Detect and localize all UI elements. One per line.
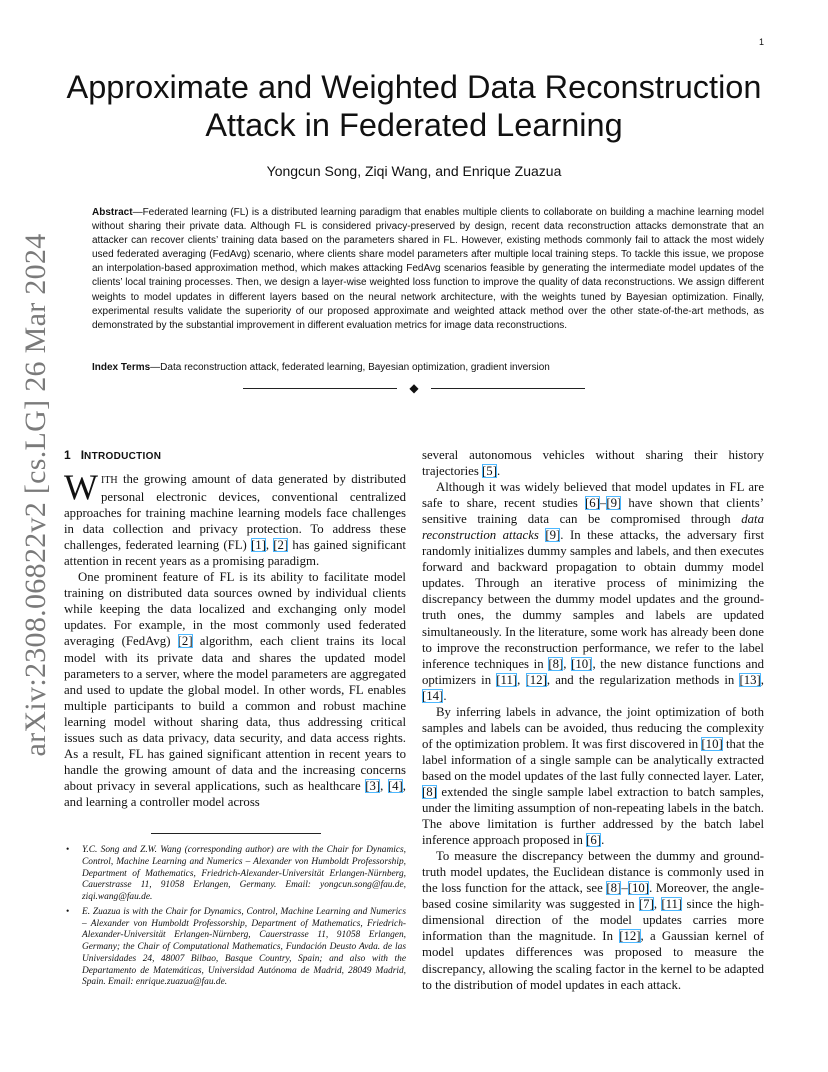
paragraph-continued (422, 447, 764, 479)
right-column (422, 447, 764, 993)
citation-link[interactable]: [9] (545, 528, 561, 543)
title-line-1: Approximate and Weighted Data Reconstruction (66, 69, 762, 105)
paragraph-discrepancy (422, 848, 764, 992)
citation-link[interactable]: [8] (606, 881, 622, 896)
text-run: , the new distance functions and optimizers in (422, 656, 764, 687)
text-run: the growing amount of data generated by distributed personal electronic devices, conventional centralized approaches for training machine learning models face challenges in data collection and privacy protection. To address these challenges, federated learning (FL) (64, 472, 406, 553)
text-run: . In these attacks, the adversary first randomly initializes dummy samples and labels, and then executes forward and backward propagation to obtain dummy model updates. Through an iterative process of minimizing the discrepancy between the dummy model updates and the ground-truth ones, the dummy samples and labels are updated simultaneously. In the literature, some work has already been done to improve the reconstruction performance, we refer to the label inference techniques in (422, 528, 764, 671)
intro-paragraph-2 (64, 569, 406, 810)
text-run: , (380, 778, 388, 793)
text-run: algorithm, each client trains its local model with its private data and shares the updated model parameters to a server, where the model parameters are aggregated and used to update the global model. In other words, FL enables multiple participants to build a common and robust machine learning model without sharing data, thus addressing critical issues such as data privacy, data security, and data access rights. As a result, FL has gained significant attention in recent years to handle the growing amount of data and the increasing concerns about privacy in several applications, such as healthcare (64, 634, 407, 793)
citation-link[interactable]: [14] (422, 688, 444, 703)
text-run: . (601, 833, 605, 848)
text-run: that the label information of a single sample can be analytically extracted based on the model updates of the last fully connected layer. Later, (422, 736, 764, 783)
citation-link[interactable]: [13] (739, 672, 761, 687)
text-run: – (621, 881, 628, 896)
text-run: To measure the discrepancy between the dummy and ground-truth model updates, the Euclidean distance is commonly used in the loss function for the attack, see (422, 849, 764, 896)
citation-link[interactable]: [4] (387, 778, 403, 793)
page-number: 1 (758, 37, 764, 47)
authors: Yongcun Song, Ziqi Wang, and Enrique Zuazua (266, 163, 562, 179)
diamond-icon: ◆ (409, 381, 419, 395)
section-heading (64, 447, 406, 465)
emphasis: data reconstruction attacks (422, 512, 764, 543)
paragraph-labels (422, 704, 764, 848)
text-run: , (563, 656, 572, 671)
text-run: since the high-dimensional direction of the model updates carries more information than the magnitude. In (422, 897, 764, 944)
footnote-rule (151, 833, 321, 834)
citation-link[interactable]: [2] (177, 634, 193, 649)
text-run: , (653, 897, 662, 912)
text-run: have shown that clients’ sensitive training data can be compromised through (422, 496, 764, 527)
citation-link[interactable]: [5] (482, 464, 497, 479)
citation-link[interactable]: [11] (661, 897, 683, 912)
index-terms-text: —Data reconstruction attack, federated learning, Bayesian optimization, gradient inversion (150, 362, 550, 373)
citation-link[interactable]: [8] (548, 656, 564, 671)
citation-link[interactable]: [2] (273, 538, 289, 553)
text-run: . (443, 688, 447, 703)
index-terms-label: Index Terms (92, 362, 151, 373)
divider-line-left (243, 388, 397, 389)
citation-link[interactable]: [3] (365, 778, 381, 793)
dropcap: W (64, 467, 98, 507)
title-line-2: Attack in Federated Learning (205, 107, 623, 143)
citation-link[interactable]: [12] (619, 929, 641, 944)
text-run: By inferring labels in advance, the joint optimization of both samples and labels can be avoided, thus reducing the complexity of the optimization problem. It was first discovered in (422, 704, 764, 751)
text-run: , (517, 672, 526, 687)
footnotes (64, 845, 406, 992)
text-run: several autonomous vehicles without sharing their history trajectories (422, 448, 764, 479)
citation-link[interactable]: [12] (525, 672, 547, 687)
citation-link[interactable]: [1] (250, 538, 266, 553)
text-run: , and the regularization methods in (546, 672, 740, 687)
small-caps-word: ITH (100, 475, 118, 486)
citation-link[interactable]: [9] (606, 496, 622, 511)
citation-link[interactable]: [10] (627, 881, 650, 896)
citation-link[interactable]: [10] (571, 656, 593, 671)
section-title-rest: NTRODUCTION (84, 451, 162, 462)
divider-line-right (431, 388, 585, 389)
section-number: 1 (64, 448, 71, 462)
citation-link[interactable]: [6] (586, 833, 602, 848)
text-run: has gained significant attention in recent years as a promising paradigm. (64, 538, 406, 569)
abstract-label: Abstract (92, 207, 133, 218)
text-run: , and learning a controller model across (64, 778, 406, 809)
citation-link[interactable]: [10] (701, 736, 723, 751)
text-run: One prominent feature of FL is its ability to facilitate model training on distributed data sources owned by individual clients while keeping the data localized and exchanging only model updates. For example, in the most commonly used federated averaging (FedAvg) (64, 570, 406, 649)
text-run: Although it was widely believed that model updates in FL are safe to share, recent studies (422, 480, 764, 511)
text-run: , a Gaussian kernel of model updates differences was proposed to measure the discrepancy, allowing the scaling factor in the kernel to be adapted to the distribution of model updates in each attack. (422, 929, 764, 992)
text-run: – (599, 496, 607, 511)
abstract-text: —Federated learning (FL) is a distributed learning paradigm that enables multiple clients to collaborate on building a machine learning model without sharing their private data. Although FL is considered privacy-preserved by design, recent data reconstruction attacks demonstrate that an attacker can recover clients’ training data based on the parameters shared in FL. However, existing methods commonly fail to attack the most widely used federated averaging (FedAvg) scenario, where clients share model parameters after multiple local training steps. To tackle this issue, we propose an interpolation-based approximation method, which makes attacking FedAvg scenarios feasible by generating the intermediate model updates of the clients’ local training processes. Then, we design a layer-wise weighted loss function to improve the quality of data reconstructions. We assign different weights to model updates in different layers based on the neural network architecture, with the weights tuned by Bayesian optimization. Finally, experimental results validate the superiority of our proposed approximate and weighted attack method over the other state-of-the-art methods, as demonstrated by the substantial improvement in different evaluation metrics for image data reconstructions. (92, 207, 764, 331)
text-run: , (760, 672, 764, 687)
citation-link[interactable]: [8] (422, 784, 437, 799)
paper-title (64, 68, 764, 144)
abstract (92, 206, 764, 333)
citation-link[interactable]: [6] (584, 496, 600, 511)
left-column (64, 447, 406, 810)
citation-link[interactable]: [7] (638, 897, 654, 912)
citation-link[interactable]: [11] (496, 672, 518, 687)
text-run: extended the single sample label extraction to batch samples, under the limiting assumption of non-repeating labels in the batch. The above limitation is further addressed by the batch label inference approach proposed in (422, 784, 764, 848)
section-title-initial: I (80, 448, 85, 462)
section-divider (243, 380, 585, 396)
footnote-item: • E. Zuazua is with the Chair for Dynamics, Control, Machine Learning and Numerics – Alexander von Humboldt Professorship, Department of Mathematics, Friedrich-Alexander-Universität Erlangen-Nürnberg, Cauerstrasse 11, 91058 Erlangen, Germany; the Chair of Computational Mathematics, Fundación Deusto Avda. de las Universidades 24, 48007 Bilbao, Basque Country, Spain; and also with the Departamento de Matemáticas, Universidad Autónoma de Madrid, 28049 Madrid, Spain. Email: enrique.zuazua@fau.de. (64, 907, 406, 989)
text-run: . Moreover, the angle-based cosine similarity was suggested in (422, 881, 764, 912)
text-run: , (265, 538, 274, 553)
intro-paragraph-1 (64, 467, 406, 569)
footnote-item: • Y.C. Song and Z.W. Wang (corresponding author) are with the Chair for Dynamics, Control, Machine Learning and Numerics – Alexander von Humboldt Professorship, Department of Mathematics, Friedrich-Alexander-Universität Erlangen-Nürnberg, Cauerstrasse 11, 91058 Erlangen, Germany. Email: yongcun.song@fau.de, ziqi.wang@fau.de. (64, 845, 406, 904)
paragraph-attacks (422, 479, 764, 704)
index-terms (92, 361, 764, 375)
arxiv-watermark (12, 230, 60, 760)
arxiv-id: arXiv:2308.06822v2 [cs.LG] 26 Mar 2024 (19, 233, 52, 757)
text-run: . (496, 464, 501, 479)
